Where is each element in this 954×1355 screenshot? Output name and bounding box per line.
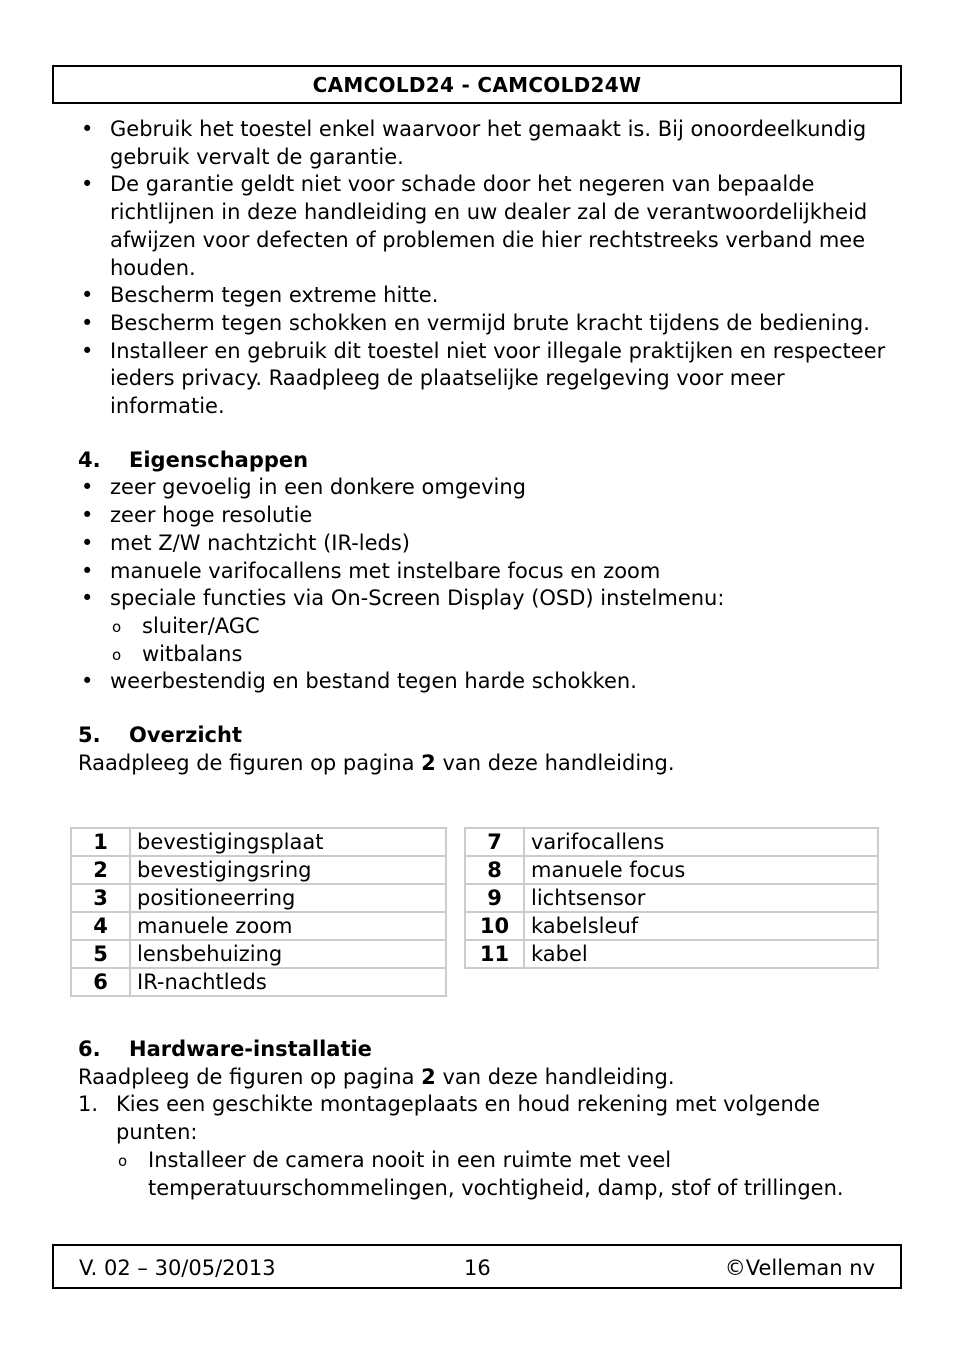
list-item [78,1091,898,1202]
list-item: • zeer hoge resolutie [78,502,898,530]
list-item: • Gebruik het toestel enkel waarvoor het gemaakt is. Bij onoordeelkundig gebruik vervalt de garantie. [78,116,898,171]
list-item [78,585,898,668]
page-reference: 2 [421,1064,436,1089]
section-number: 6. [78,1037,101,1061]
page-header [52,65,902,104]
page-content [78,116,898,777]
step-number: 1. [78,1092,99,1117]
table-row: 6 IR-nachtleds [71,968,446,996]
overview-table-right [464,827,879,969]
overview-intro: Raadpleeg de figuren op pagina 2 van deze handleiding. [78,750,675,775]
installation-steps [78,1091,898,1202]
page-content-lower [78,1036,898,1202]
list-item: • manuele varifocallens met instelbare focus en zoom [78,558,898,586]
sub-list-item: o sluiter/AGC [110,613,898,641]
section-heading-features [78,447,898,475]
list-item: • Bescherm tegen schokken en vermijd brute kracht tijdens de bediening. [78,310,898,338]
list-item-text: speciale functies via On-Screen Display (OSD) instelmenu: [110,586,725,611]
section-heading-installation [78,1036,898,1064]
section-title: Overzicht [129,723,242,748]
step-text: Kies een geschikte montageplaats en houd rekening met volgende punten: [116,1092,821,1145]
list-item: • Bescherm tegen extreme hitte. [78,282,898,310]
table-row: 7 varifocallens [465,828,878,856]
table-row: 11 kabel [465,940,878,968]
table-row: 1 bevestigingsplaat [71,828,446,856]
section-title: Eigenschappen [129,447,309,472]
sub-list [110,613,898,668]
section-number: 5. [78,723,101,748]
list-item: • Installeer en gebruik dit toestel niet voor illegale praktijken en respecteer ieders privacy. Raadpleeg de plaatselijke regelgeving voor meer informatie. [78,338,898,421]
footer-copyright: ©Velleman nv [724,1256,875,1280]
section-number: 4. [78,447,101,472]
list-item: • zeer gevoelig in een donkere omgeving [78,474,898,502]
intro-bullet-list [78,116,898,421]
list-item: • met Z/W nachtzicht (IR-leds) [78,530,898,558]
footer-version: V. 02 – 30/05/2013 [79,1256,276,1280]
sub-list [116,1147,898,1202]
installation-intro: Raadpleeg de figuren op pagina 2 van deze handleiding. [78,1064,675,1089]
sub-list-item: o Installeer de camera nooit in een ruimte met veel temperatuurschommelingen, vochtigheid, damp, stof of trillingen. [116,1147,898,1202]
features-list [78,474,898,696]
sub-list-item: o witbalans [110,641,898,669]
page-reference: 2 [421,750,436,775]
table-row: 8 manuele focus [465,856,878,884]
list-item: • De garantie geldt niet voor schade door het negeren van bepaalde richtlijnen in deze handleiding en uw dealer zal de verantwoordelijkheid afwijzen voor defecten of problemen die hier rechtstreeks verband mee houden. [78,171,898,282]
header-title: CAMCOLD24 - CAMCOLD24W [312,73,642,97]
section-title: Hardware-installatie [129,1037,372,1061]
overview-table-left [70,827,447,997]
table-row: 4 manuele zoom [71,912,446,940]
table-row: 9 lichtsensor [465,884,878,912]
table-row: 10 kabelsleuf [465,912,878,940]
table-row: 5 lensbehuizing [71,940,446,968]
section-heading-overview [78,722,898,750]
list-item: • weerbestendig en bestand tegen harde schokken. [78,668,898,696]
page-footer [52,1244,902,1289]
table-row: 3 positioneerring [71,884,446,912]
footer-page-number: 16 [464,1256,491,1280]
table-row: 2 bevestigingsring [71,856,446,884]
